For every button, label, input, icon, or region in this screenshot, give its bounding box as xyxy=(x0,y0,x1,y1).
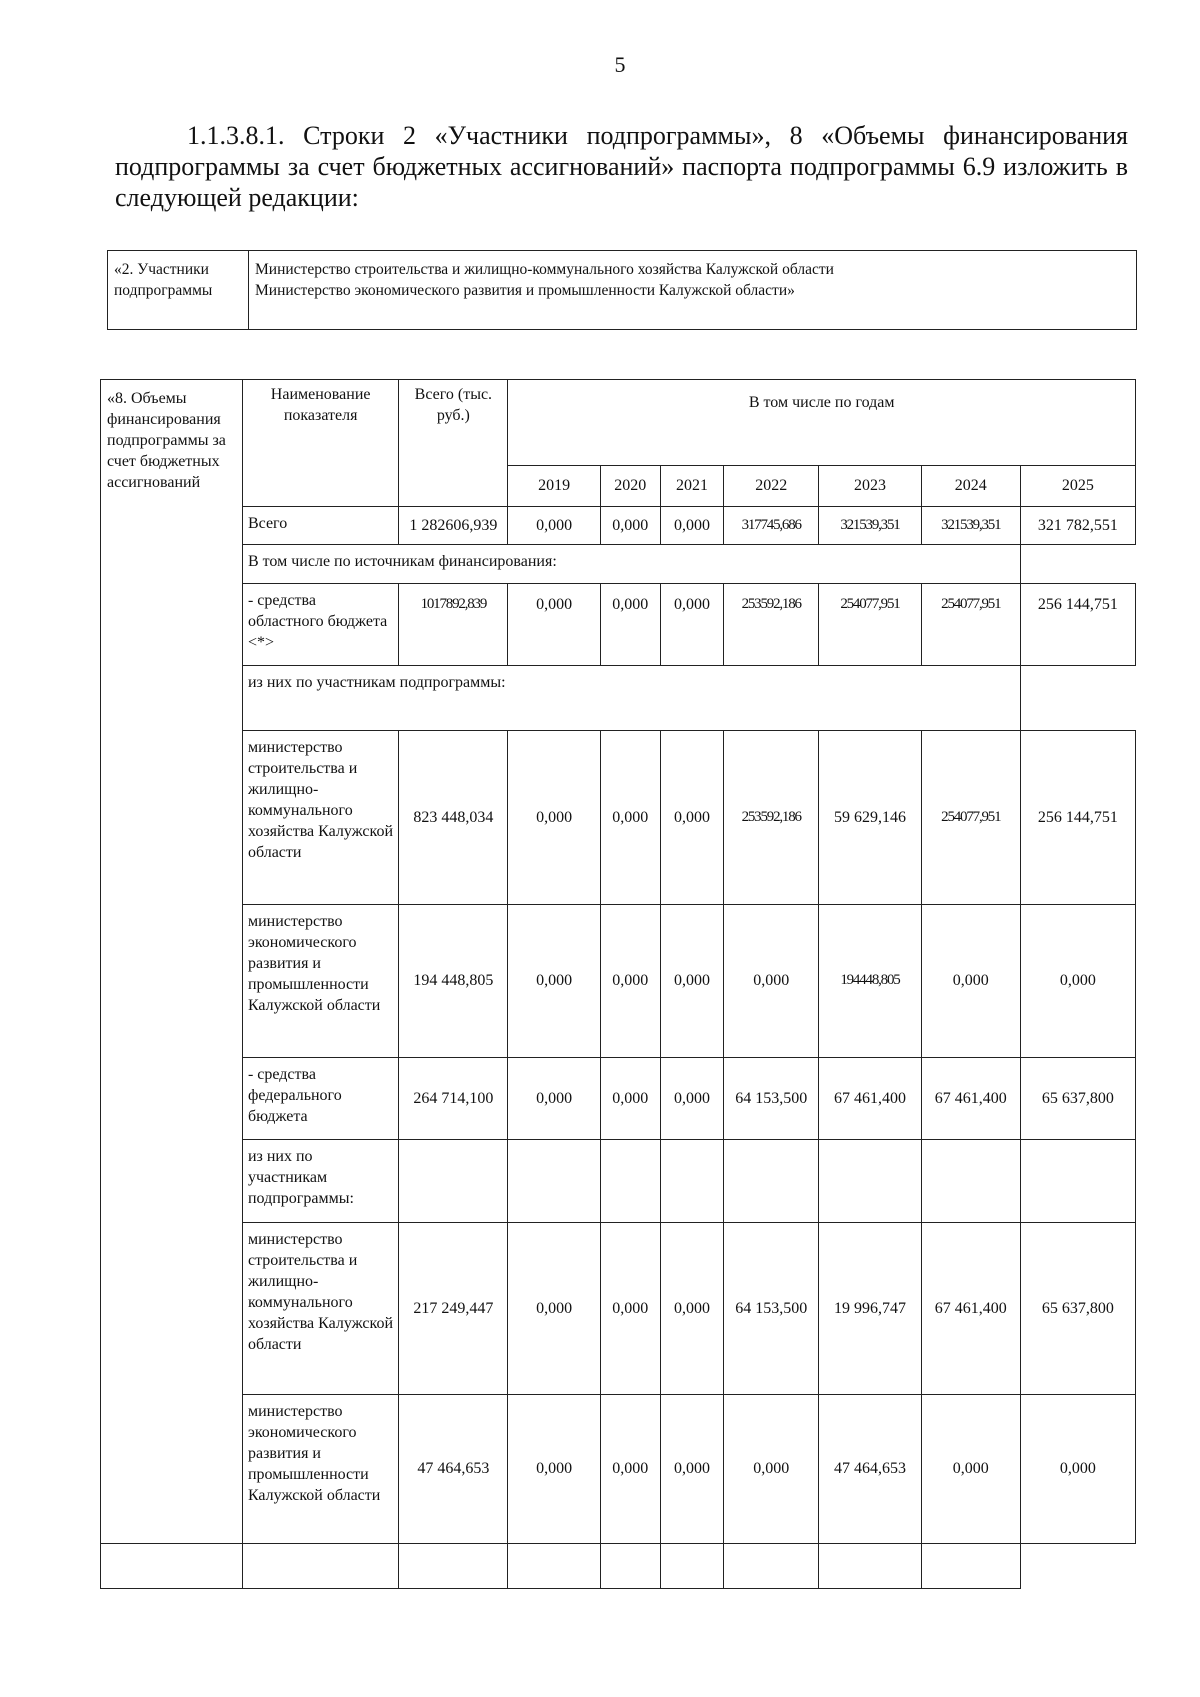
participants-label: «2. Участники подпрограммы xyxy=(108,251,249,330)
col-years-group-header: В том числе по годам xyxy=(508,380,1136,466)
table-row xyxy=(101,506,1136,545)
year-header: 2022 xyxy=(724,465,819,506)
year-header: 2025 xyxy=(1020,465,1135,506)
empty-cell xyxy=(399,1139,508,1223)
cell-value: 0,000 xyxy=(600,1394,660,1543)
cell-value: 317745,686 xyxy=(724,506,819,545)
cell-value: 0,000 xyxy=(600,584,660,666)
empty-cell xyxy=(508,1139,601,1223)
row-total: 823 448,034 xyxy=(399,731,508,905)
cell-value: 0,000 xyxy=(724,904,819,1057)
year-header: 2024 xyxy=(921,465,1020,506)
cell-value: 0,000 xyxy=(660,506,724,545)
table-row xyxy=(101,1223,1136,1395)
cell-value: 65 637,800 xyxy=(1020,1057,1135,1139)
cell-value: 253592,186 xyxy=(724,731,819,905)
cell-value: 0,000 xyxy=(1020,1394,1135,1543)
cell-value: 0,000 xyxy=(660,904,724,1057)
row-label: министерство строительства и жилищно-коммунального хозяйства Калужской области xyxy=(242,731,398,905)
cell-value: 0,000 xyxy=(508,506,601,545)
empty-cell xyxy=(600,1544,660,1589)
row-total: 1017892,839 xyxy=(399,584,508,666)
page-number: 5 xyxy=(614,52,626,77)
row-total: 217 249,447 xyxy=(399,1223,508,1395)
cell-value: 64 153,500 xyxy=(724,1223,819,1395)
cell-value: 0,000 xyxy=(600,506,660,545)
cell-value: 0,000 xyxy=(508,904,601,1057)
cell-value: 194448,805 xyxy=(819,904,922,1057)
cell-value: 256 144,751 xyxy=(1020,584,1135,666)
empty-cell xyxy=(399,1544,508,1589)
cell-value: 47 464,653 xyxy=(819,1394,922,1543)
table-row-empty xyxy=(101,1544,1136,1589)
cell-value: 321 782,551 xyxy=(1020,506,1135,545)
year-header: 2019 xyxy=(508,465,601,506)
empty-cell xyxy=(660,1544,724,1589)
row-label: министерство экономического развития и промышленности Калужской области xyxy=(242,904,398,1057)
cell-value: 65 637,800 xyxy=(1020,1223,1135,1395)
cell-value: 254077,951 xyxy=(921,584,1020,666)
year-header: 2021 xyxy=(660,465,724,506)
cell-value: 0,000 xyxy=(508,1057,601,1139)
cell-value: 0,000 xyxy=(600,1223,660,1395)
table-row xyxy=(101,731,1136,905)
intro-paragraph: 1.1.3.8.1. Строки 2 «Участники подпрограммы», 8 «Объемы финансирования подпрограммы за счет бюджетных ассигнований» паспорта подпрограммы 6.9 изложить в следующей редакции: xyxy=(115,121,1128,212)
row-label: Всего xyxy=(242,506,398,545)
cell-value: 67 461,400 xyxy=(921,1223,1020,1395)
participant-line-2: Министерство экономического развития и промышленности Калужской области» xyxy=(255,282,795,299)
cell-value: 0,000 xyxy=(660,1057,724,1139)
cell-value: 67 461,400 xyxy=(819,1057,922,1139)
col-total-header: Всего (тыс. руб.) xyxy=(399,380,508,507)
row-total: 1 282606,939 xyxy=(399,506,508,545)
cell-value: 0,000 xyxy=(600,904,660,1057)
cell-value: 256 144,751 xyxy=(1020,731,1135,905)
cell-value: 0,000 xyxy=(508,731,601,905)
cell-value: 0,000 xyxy=(660,731,724,905)
cell-value: 321539,351 xyxy=(921,506,1020,545)
row-label: министерство экономического развития и промышленности Калужской области xyxy=(242,1394,398,1543)
table-row xyxy=(101,1057,1136,1139)
cell-value: 253592,186 xyxy=(724,584,819,666)
year-header: 2023 xyxy=(819,465,922,506)
year-header: 2020 xyxy=(600,465,660,506)
cell-value: 0,000 xyxy=(921,1394,1020,1543)
row-total: 194 448,805 xyxy=(399,904,508,1057)
table-row xyxy=(101,1139,1136,1223)
table-row xyxy=(101,584,1136,666)
participants-heading: из них по участникам подпрограммы: xyxy=(242,665,1020,730)
cell-value: 0,000 xyxy=(508,584,601,666)
empty-cell xyxy=(660,1139,724,1223)
empty-cell xyxy=(724,1139,819,1223)
row-total: 264 714,100 xyxy=(399,1057,508,1139)
empty-cell xyxy=(724,1544,819,1589)
empty-cell xyxy=(242,1544,398,1589)
funding-table xyxy=(100,379,1136,1589)
cell-value: 0,000 xyxy=(660,584,724,666)
cell-value: 0,000 xyxy=(660,1394,724,1543)
cell-value: 59 629,146 xyxy=(819,731,922,905)
empty-cell xyxy=(819,1139,922,1223)
row-label: министерство строительства и жилищно-коммунального хозяйства Калужской области xyxy=(242,1223,398,1395)
participants-list xyxy=(249,251,1137,330)
col-indicator-header: Наименование показателя xyxy=(242,380,398,507)
cell-value: 0,000 xyxy=(600,1057,660,1139)
participant-line-1: Министерство строительства и жилищно-коммунального хозяйства Калужской области xyxy=(255,261,834,278)
participants-table xyxy=(107,250,1137,330)
empty-cell xyxy=(508,1544,601,1589)
cell-value: 19 996,747 xyxy=(819,1223,922,1395)
cell-value: 0,000 xyxy=(508,1394,601,1543)
empty-cell xyxy=(921,1139,1020,1223)
empty-cell xyxy=(1020,1139,1135,1223)
cell-value: 0,000 xyxy=(600,731,660,905)
table-row xyxy=(101,1394,1136,1543)
cell-value: 0,000 xyxy=(508,1223,601,1395)
table-row xyxy=(101,665,1136,730)
cell-value: 67 461,400 xyxy=(921,1057,1020,1139)
row-label: - средства областного бюджета <*> xyxy=(242,584,398,666)
participants-heading: из них по участникам подпрограммы: xyxy=(242,1139,398,1223)
row-total: 47 464,653 xyxy=(399,1394,508,1543)
table-row xyxy=(101,545,1136,584)
cell-value: 254077,951 xyxy=(921,731,1020,905)
empty-cell xyxy=(921,1544,1020,1589)
funding-label: «8. Объемы финансирования подпрограммы за счет бюджетных ассигнований xyxy=(101,380,243,1544)
table-row xyxy=(101,904,1136,1057)
empty-cell xyxy=(819,1544,922,1589)
empty-cell xyxy=(600,1139,660,1223)
cell-value: 0,000 xyxy=(921,904,1020,1057)
cell-value: 0,000 xyxy=(660,1223,724,1395)
sources-heading: В том числе по источникам финансирования: xyxy=(242,545,1020,584)
cell-value: 0,000 xyxy=(724,1394,819,1543)
empty-cell xyxy=(101,1544,243,1589)
cell-value: 321539,351 xyxy=(819,506,922,545)
row-label: - средства федерального бюджета xyxy=(242,1057,398,1139)
cell-value: 64 153,500 xyxy=(724,1057,819,1139)
cell-value: 0,000 xyxy=(1020,904,1135,1057)
cell-value: 254077,951 xyxy=(819,584,922,666)
